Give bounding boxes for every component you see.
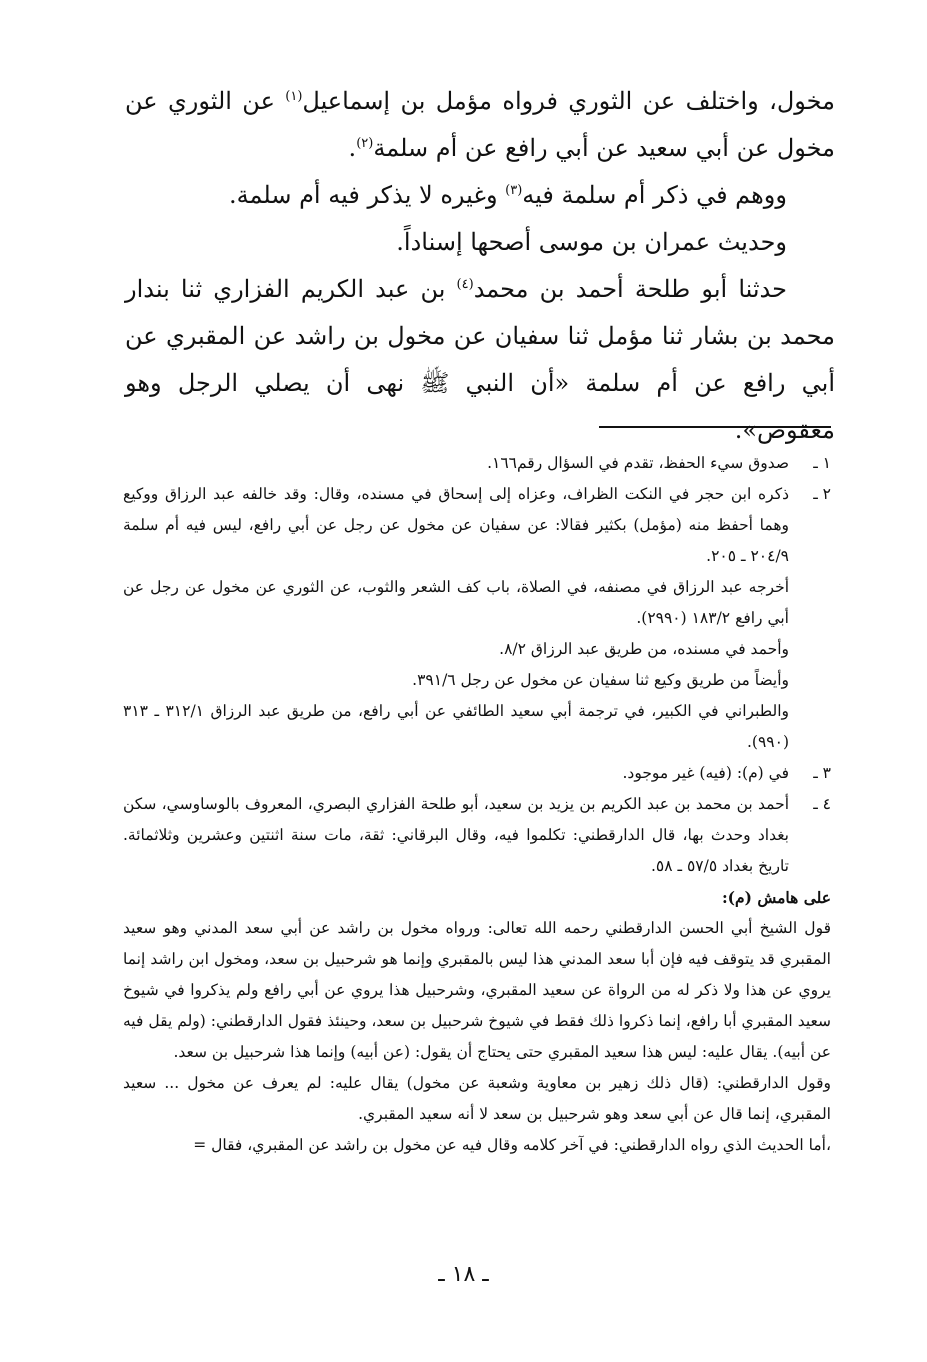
footnote-1	[123, 448, 831, 479]
footnote-body: صدوق سيء الحفظ، تقدم في السؤال رقم١٦٦.	[487, 454, 789, 472]
main-paragraph-3: وحديث عمران بن موسى أصحها إسناداً.	[396, 228, 787, 256]
main-paragraph-4: حدثنا أبو طلحة أحمد بن محمد$^{(٤)}$ بن عبد الكريم الفزاري ثنا بندار محمد بن بشار ثنا مؤمل ثنا سفيان عن مخول بن راشد عن المقبري عن أبي رافع عن أم سلمة «أن النبي ﷺ نهى أن يصلي الرجل وهو معقوص».	[125, 275, 835, 444]
margin-note-heading: على هامش (م):	[721, 888, 831, 907]
footnote-4	[123, 789, 831, 882]
footnote-ref-1[interactable]: (١)	[285, 89, 303, 104]
footnotes	[123, 448, 831, 1161]
footnote-number: ١ ـ	[813, 454, 831, 472]
footnote-number: ٤ ـ	[813, 795, 831, 813]
main-text	[125, 78, 835, 454]
footnote-ref-2[interactable]: (٢)	[356, 136, 374, 151]
margin-note-paragraph-3: ،أما الحديث الذي رواه الدارقطني: في آخر كلامه وقال فيه عن مخول بن راشد عن المقبري، فقال =	[123, 1130, 831, 1161]
footnote-2	[123, 479, 831, 758]
footnote-number: ٢ ـ	[813, 485, 831, 503]
main-paragraph-2: ووهم في ذكر أم سلمة فيه$^{(٣)}$ وغيره لا يذكر فيه أم سلمة.	[229, 181, 787, 209]
margin-note-paragraph-2: وقول الدارقطني: (قال ذلك زهير بن معاوية وشعبة عن مخول) يقال عليه: لم يعرف عن مخول ... سعيد المقبري، إنما قال عن أبي سعد وهو شرحبيل بن سعد لا أنه سعيد المقبري.	[123, 1074, 831, 1123]
margin-note-paragraph-1: قول الشيخ أبي الحسن الدارقطني رحمه الله تعالى: ورواه مخول بن راشد عن أبي سعد المدني وهو سعيد المقبري قد يتوقف فيه فإن أبا سعد المدني هذا ليس بالمقبري وإنما هو شرحبيل بن سعد، ومخول ابن راشد إنما يروي عن هذا ولا ذكر له من الرواة عن سعيد المقبري، وشرحبيل هذا يروي عن أبي رافع ولم يذكروا في شيوخ سعيد المقبري أبا رافع، إنما ذكروا ذلك فقط في شيوخ شرحبيل بن سعد، وحينئذ فقول الدارقطني: (ولم يقل فيه عن أبيه). يقال عليه: ليس هذا سعيد المقبري حتى يحتاج أن يقول: (عن أبيه) وإنما هذا شرحبيل بن سعد.	[123, 919, 831, 1061]
main-paragraph-1: مخول، واختلف عن الثوري فرواه مؤمل بن إسماعيل$^{(١)}$ عن الثوري عن مخول عن أبي سعيد عن أبي رافع عن أم سلمة$^{(٢)}$.	[125, 87, 836, 162]
footnote-3	[123, 758, 831, 789]
page-number: ـ ١٨ ـ	[438, 1262, 489, 1287]
footnote-body: ذكره ابن حجر في النكت الظراف، وعزاه إلى إسحاق في مسنده، وقال: وقد خالفه عبد الرزاق ووكيع وهما أحفظ منه (مؤمل) بكثير فقالا: عن سفيان عن مخول عن رجل عن أبي رافع، ليس فيه أم سلمة ٢٠٤/٩ ـ ٢٠٥. أخرجه عبد الرزاق في مصنفه، في الصلاة، باب كف الشعر والثوب، عن الثوري عن مخول عن رجل عن أبي رافع ١٨٣/٢ (٢٩٩٠). وأحمد في مسنده، من طريق عبد الرزاق ٨/٢. وأيضاً من طريق وكيع ثنا سفيان عن مخول عن رجل ٣٩١/٦. والطبراني في الكبير، في ترجمة أبي سعيد الطائفي عن أبي رافع، من طريق عبد الرزاق ٣١٢/١ ـ ٣١٣ (٩٩٠).	[123, 485, 789, 751]
footnote-number: ٣ ـ	[813, 764, 831, 782]
footnote-body: أحمد بن محمد بن عبد الكريم بن يزيد بن سعيد، أبو طلحة الفزاري البصري، المعروف بالوساوسي، سكن بغداد وحدث بها، قال الدارقطني: تكلموا فيه، وقال البرقاني: ثقة، مات سنة اثنتين وعشرين وثلاثمائة. تاريخ بغداد ٥٧/٥ ـ ٥٨.	[123, 795, 789, 875]
footnote-body: في (م): (فيه) غير موجود.	[622, 764, 789, 782]
footnote-ref-4[interactable]: (٤)	[456, 277, 474, 292]
footnote-separator	[599, 426, 831, 428]
footnote-ref-3[interactable]: (٣)	[505, 183, 523, 198]
